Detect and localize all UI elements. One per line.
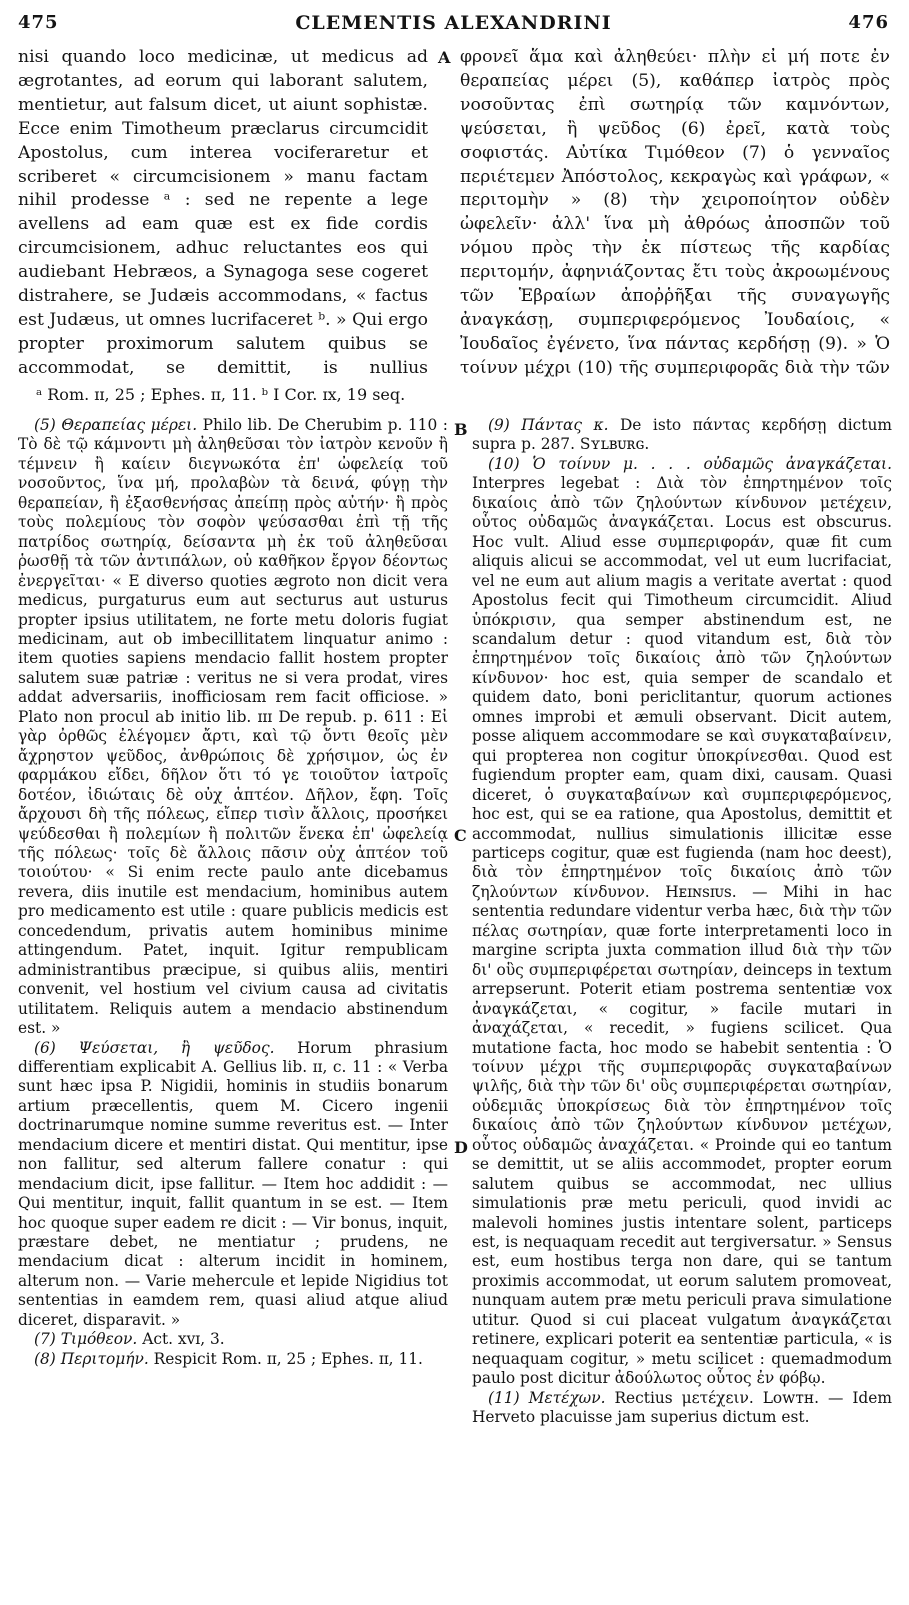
running-head — [18, 10, 889, 40]
notes-left-column — [18, 416, 448, 1598]
margin-marker-a: A — [438, 48, 451, 67]
note-8-head: (8) Περιτομήν. — [34, 1349, 149, 1368]
note-5-head: (5) Θεραπείας μέρει. — [34, 416, 198, 434]
note-7 — [18, 1330, 448, 1349]
greek-main-text: φρονεῖ ἅμα καὶ ἀληθεύει· πλὴν εἰ μή ποτε ἐν θεραπείας μέρει (5), καθάπερ ἰατρὸς πρὸς νοσοῦντας ἐπὶ σωτηρίᾳ τῶν καμνόντων, ψεύσεται, ἢ ψεῦδος (6) ἐρεῖ, κατὰ τοὺς σοφιστάς. Αὐτίκα Τιμόθεον (7) ὁ γενναῖος περιέτεμεν Ἀπόστολος, κεκραγὼς καὶ γράφων, « περιτομὴν » (8) τὴν χειροποίητον οὐδὲν ὠφελεῖν· ἀλλ' ἵνα μὴ ἀθρόως ἀποσπῶν τοῦ νόμου πρὸς τὴν ἐκ πίστεως τῆς καρδίας περιτομήν, ἀφηνιάζοντας ἔτι τοὺς ἀκροωμένους τῶν Ἑβραίων ἀποῤῥῆξαι τῆς συναγωγῆς ἀναγκάσῃ, συμπεριφερόμενος Ἰουδαίοις, « Ἰουδαῖος ἐγένετο, ἵνα πάντας κερδήσῃ (9). » Ὁ τοίνυν μέχρι (10) τῆς συμπεριφορᾶς διὰ τὴν τῶν — [460, 47, 890, 378]
notes-right-column — [472, 416, 892, 1598]
latin-main-column — [18, 46, 428, 382]
note-10-head: (10) Ὁ τοίνυν μ. . . . οὐδαμῶς ἀναγκάζεται. — [488, 454, 892, 473]
page-title: CLEMENTIS ALEXANDRINI — [295, 12, 612, 34]
note-6 — [18, 1039, 448, 1331]
note-8-text: Respicit Rom. ɪɪ, 25 ; Ephes. ɪɪ, 11. — [153, 1349, 423, 1368]
note-11 — [472, 1389, 892, 1428]
latin-footnotes: ᵃ Rom. ɪɪ, 25 ; Ephes. ɪɪ, 11. ᵇ I Cor. ɪx, 19 seq. — [36, 385, 406, 404]
note-9 — [472, 416, 892, 455]
note-6-text: Horum phrasium differentiam explicabit A. Gellius lib. ɪɪ, c. 11 : « Verba sunt hæc ipsa P. Nigidii, hominis in studiis bonarum artium præcellentis, quem M. Cicero ingenii doctrinarumque nomine summe reveritus est. — Inter mendacium dicere et mentiri distat. Qui mentitur, ipse non fallitur, sed alterum fallere conatur : qui mendacium dicit, ipse fallitur. — Item hoc addidit : — Qui mentitur, inquit, fallit quantum in se est. — Item hoc quoque super eadem re dicit : — Vir bonus, inquit, præstare debet, ne mentiatur ; prudens, ne mendacium dicat : alterum incidit in hominem, alterum non. — Varie mehercule et lepide Nigidius tot sententias in eamdem rem, quasi aliud atque aliud diceret, disparavit. » — [18, 1038, 448, 1329]
note-5 — [18, 416, 448, 1039]
note-9-text: De isto πάντας κερδήσῃ dictum supra p. 287. Sʏʟʙᴜʀɢ. — [472, 416, 892, 454]
note-10 — [472, 455, 892, 1389]
note-7-text: Act. xᴠɪ, 3. — [142, 1330, 225, 1349]
page-number-right: 476 — [848, 12, 889, 33]
note-5-text: Philo lib. De Cherubim p. 110 : Τὸ δὲ τῷ κάμνοντι μὴ ἀληθεῦσαι τὸν ἰατρὸν κενοῦν ἢ τέμνειν ἢ καίειν διεγνωκότα ἐπ' ὠφελείᾳ τοῦ νοσοῦντος, ἵνα μή, προλαβὼν τὰ δεινά, φύγῃ τὴν θεραπείαν, ἢ ἐξασθενήσας ἀπείπῃ πρὸς αὐτήν· ἢ πρὸς τοὺς πολεμίους τὸν σοφὸν ψεύσασθαι ἐπὶ τῇ τῆς πατρίδος σωτηρίᾳ, δείσαντα μὴ ἐκ τοῦ ἀληθεῦσαι ῥωσθῇ τὰ τῶν ἀντιπάλων, οὐ καθῆκον ἔργον δέοντως ἐνεργεῖται· « E diverso quoties ægroto non dicit vera medicus, purgaturus eum aut secturus aut usturus propter ipsius utilitatem, ne forte metu doloris fugiat medicinam, aut ob imbecillitatem linquatur animo : item quoties sapiens mendacio fallit hostem propter salutem suæ patriæ : veritus ne si vera prodat, vires addat adversariis, inofficiosam rem facit officiose. » Plato non procul ab initio lib. ɪɪɪ De repub. p. 611 : Εἰ γὰρ ὀρθῶς ἐλέγομεν ἄρτι, καὶ τῷ ὄντι θεοῖς μὲν ἄχρηστον ψεῦδος, ἀνθρώποις δὲ χρήσιμον, ὡς ἐν φαρμάκου εἴδει, δῆλον ὅτι τό γε τοιοῦτον ἰατροῖς δοτέον, ἰδιώταις δὲ οὐχ ἁπτέον. Δῆλον, ἔφη. Τοῖς ἄρχουσι δὴ τῆς πόλεως, εἴπερ τισὶν ἄλλοις, προσήκει ψεύδεσθαι ἢ πολεμίων ἢ πολιτῶν ἕνεκα ἐπ' ὠφελείᾳ τῆς πόλεως· τοῖς δὲ ἄλλοις πᾶσιν οὐχ ἁπτέον τοῦ τοιούτου· « Si enim recte paulo ante dicebamus revera, diis inutile est mendacium, hominibus autem pro medicamento est utile : quare publicis medicis est concedendum, privatis autem hominibus minime attingendum. Patet, inquit. Igitur rempublicam administrantibus præcipue, si quibus aliis, mentiri convenit, vel hostium vel civium causa ad civitatis utilitatem. Reliquis autem a mendacio abstinendum est. » — [18, 416, 448, 1038]
note-7-head: (7) Τιμόθεον. — [34, 1330, 138, 1349]
note-11-text: Rectius μετέχειν. Lᴏᴡᴛʜ. — Idem Herveto placuisse jam superius dictum est. — [472, 1388, 892, 1427]
note-11-head: (11) Μετέχων. — [488, 1388, 606, 1407]
margin-marker-c: C — [454, 826, 467, 845]
margin-marker-d: D — [454, 1138, 468, 1157]
latin-main-text: nisi quando loco medicinæ, ut medicus ad ægrotantes, ad eorum qui laborant salutem, mentietur, aut falsum dicet, ut aiunt sophistæ. Ecce enim Timotheum præclarus circumcidit Apostolus, cum interea vociferaretur et scriberet « circumcisionem » manu factam nihil prodesse ᵃ : sed ne repente a lege avellens ad eam quæ est ex fide cordis circumcisionem, adhuc reluctantes eos qui audiebant Hebræos, a Synagoga sese cogeret distrahere, se Judæis accommodans, « factus est Judæus, ut omnes lucrifaceret ᵇ. » Qui ergo propter proximorum salutem quibus se accommodat, se demittit, is nullius — [18, 47, 428, 378]
margin-marker-b: B — [454, 420, 468, 439]
greek-main-column — [460, 46, 890, 382]
note-9-head: (9) Πάντας κ. — [488, 416, 609, 434]
note-6-head: (6) Ψεύσεται, ἢ ψεῦδος. — [34, 1038, 275, 1057]
note-8 — [18, 1350, 448, 1369]
page-number-left: 475 — [18, 12, 59, 33]
note-10-text: Interpres legebat : Διὰ τὸν ἐπηρτημένον τοῖς δικαίοις ἀπὸ τῶν ζηλούντων κίνδυνον μετέχειν, οὗτος οὐδαμῶς ἀναγκάζεται. Locus est obscurus. Hoc vult. Aliud esse συμπεριφοράν, quæ fit cum aliquis alicui se accommodat, vel ut eum lucrifaciat, vel ne eum aut alium magis a veritate avertat : quod Apostolus fecit qui Timotheum circumcidit. Aliud ὑπόκρισιν, qua semper abstinendum est, ne scandalum detur : quod vitandum est, διὰ τὸν ἐπηρτημένον τοῖς δικαίοις ἀπὸ τῶν ζηλούντων κίνδυνον· hoc est, quia semper de scandalo et quidem dato, boni periclitantur, quorum actiones omnes improbi et æmuli observant. Dicit autem, posse aliquem accommodare se καὶ συγκαταβαίνειν, qui propterea non cogitur ὑποκρίνεσθαι. Quod est fugiendum propter eam, quam dixi, causam. Quasi diceret, ὁ συγκαταβαίνων καὶ συμπεριφερόμενος, hoc est, qui se ea ratione, qua Apostolus, demittit et accommodat, nullius simulationis illicitæ esse particeps cogitur, quæ est fugienda (nam hoc deest), διὰ τὸν ἐπηρτημένον τοῖς δικαίοις ἀπὸ τῶν ζηλούντων κίνδυνον. Hᴇɪɴsɪᴜs. — Mihi in hac sententia redundare videntur verba hæc, διὰ τὴν τῶν πέλας σωτηρίαν, quæ forte interpretamenti loco in margine scripta juxta commation illud διὰ τὴν τῶν δι' οὓς συμπεριφέρεται σωτηρίαν, deinceps in textum arrepserunt. Poterit etiam postrema sententiæ vox ἀναγκάζεται, « cogitur, » facile mutari in ἀναχάζεται, « recedit, » fugiens scilicet. Qua mutatione facta, hoc modo se habebit sententia : Ὁ τοίνυν μέχρι τῆς συμπεριφορᾶς συγκαταβαίνων ψιλῆς, διὰ τὴν τῶν δι' οὓς συμπεριφέρεται σωτηρίαν, οὐδεμιᾶς ὑποκρίσεως διὰ τὸν ἐπηρτημένον τοῖς δικαίοις ἀπὸ τῶν ζηλούντων κίνδυνον μετέχων, οὗτος οὐδαμῶς ἀναχάζεται. « Proinde qui eo tantum se demittit, ut se aliis accommodet, propter eorum salutem quibus se accommodat, nec ullius simulationis præ metu periculi, quod invidi ac malevoli homines justis intentare solent, particeps est, is nequaquam recedit aut tergiversatur. » Sensus est, eum hostibus terga non dare, qui se tantum proximis accommodat, ut eorum salutem promoveat, nunquam autem præ metu periculi prava simulatione utitur. Quod si cui placeat vulgatum ἀναγκάζεται retinere, explicari poterit ea sententiæ particula, « is nequaquam cogitur, » metu scilicet : quemadmodum paulo post dicitur ἀδούλωτος οὗτος ἐν φόβῳ. — [472, 474, 892, 1388]
